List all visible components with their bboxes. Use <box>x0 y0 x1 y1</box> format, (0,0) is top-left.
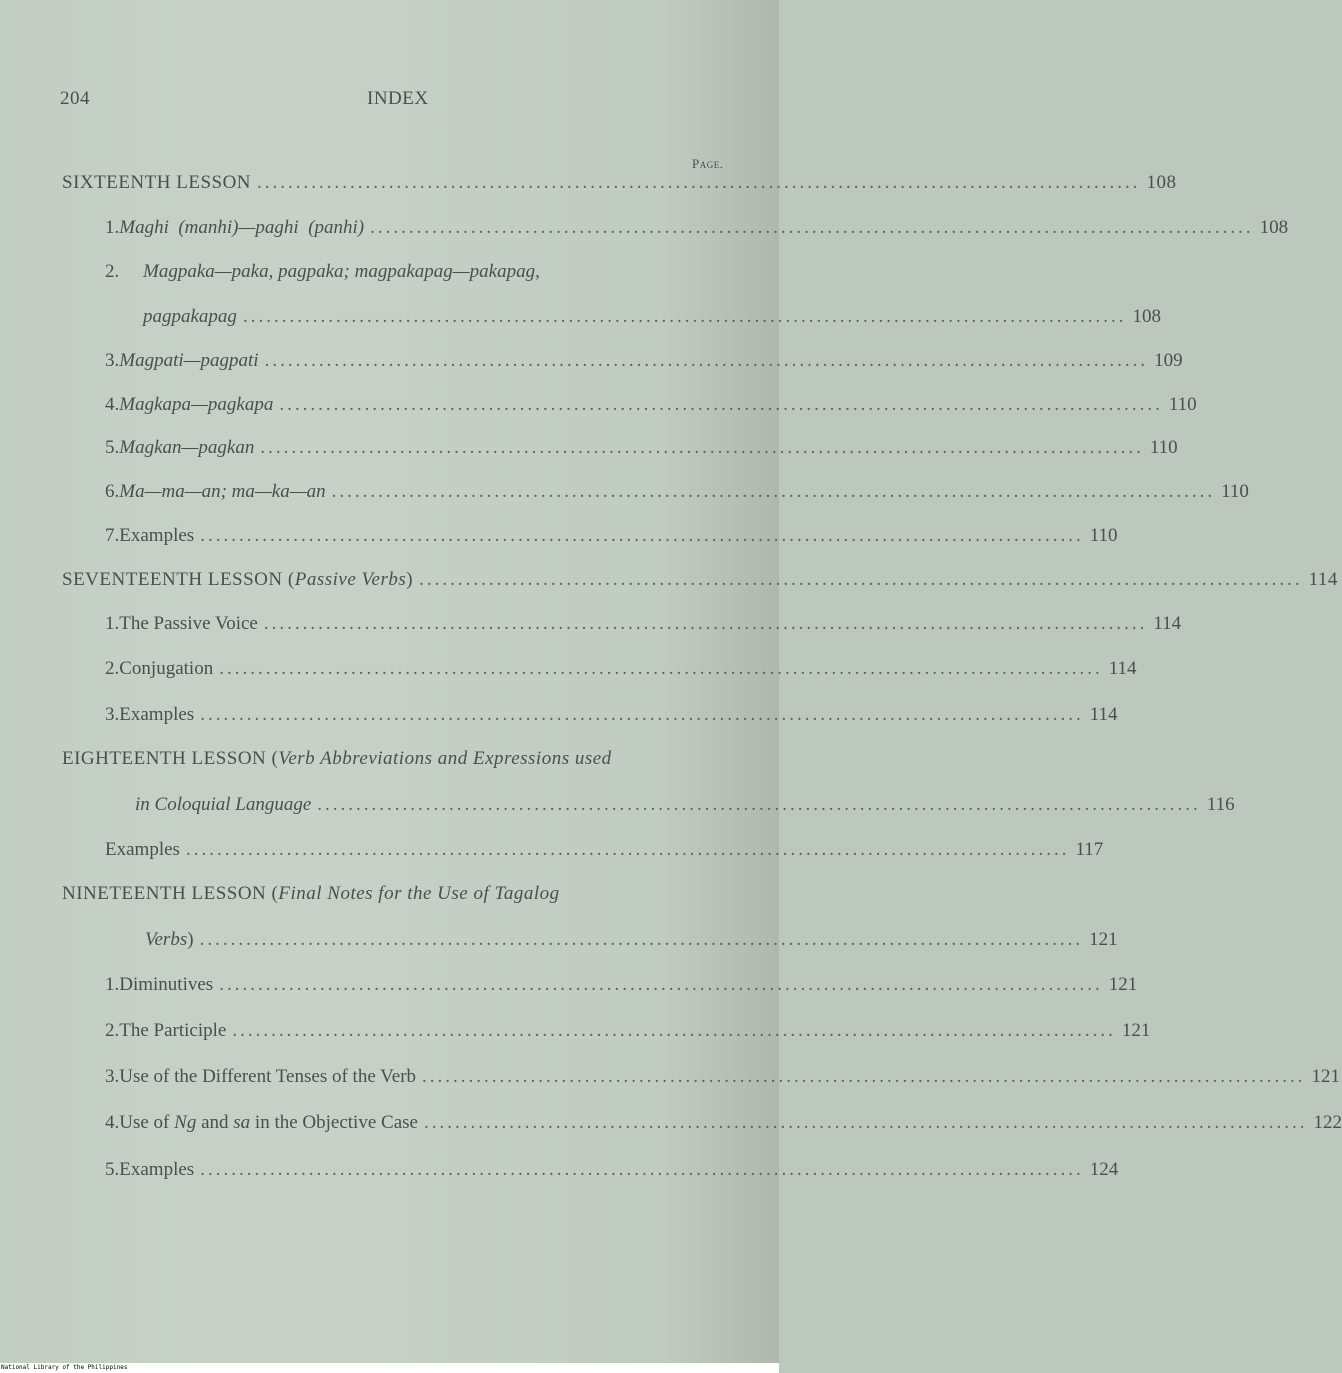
entry-page: 116 <box>1206 794 1235 815</box>
toc-entry[interactable] <box>105 1159 1119 1181</box>
toc-entry-seventeenth-lesson[interactable] <box>62 569 1338 591</box>
toc-entry[interactable] <box>105 974 1138 996</box>
paren-open: ( <box>271 748 279 769</box>
entry-page: 114 <box>1308 569 1338 590</box>
entry-page: 114 <box>1108 658 1137 679</box>
entry-text: sa <box>233 1112 251 1133</box>
dot-leader: .................................................................................................................. <box>331 481 1216 502</box>
dot-leader: .................................................................................................................. <box>185 839 1070 860</box>
toc-entry[interactable] <box>105 704 1118 726</box>
entry-text: in the Objective Case <box>254 1112 418 1133</box>
entry-number: 5. <box>105 437 120 458</box>
entry-number: 1. <box>105 613 120 634</box>
entry-page: 114 <box>1089 704 1118 725</box>
entry-number: 4. <box>105 1112 120 1133</box>
toc-entry[interactable] <box>105 1020 1151 1042</box>
page-column-label: Page. <box>692 156 724 171</box>
entry-label: EIGHTEENTH LESSON <box>62 748 267 769</box>
toc-entry[interactable] <box>145 929 1118 951</box>
dot-leader: .................................................................................................................. <box>279 394 1163 415</box>
entry-text: Ma—ma—an; ma—ka—an <box>119 481 326 502</box>
entry-subtitle: Passive Verbs <box>294 569 407 590</box>
dot-leader: .................................................................................................................. <box>263 613 1148 634</box>
toc-entry[interactable] <box>105 1112 1342 1134</box>
entry-label: SIXTEENTH LESSON <box>62 172 252 193</box>
page-number: 204 <box>60 88 90 109</box>
dot-leader: .................................................................................................................. <box>200 1159 1084 1180</box>
entry-label: SEVENTEENTH LESSON <box>62 569 283 590</box>
entry-text: (manhi)—paghi <box>178 217 299 238</box>
entry-label: NINETEENTH LESSON <box>62 883 267 904</box>
dot-leader: .................................................................................................................. <box>199 929 1084 950</box>
dot-leader: .................................................................................................................. <box>419 569 1303 590</box>
dot-leader: .................................................................................................................. <box>422 1066 1306 1087</box>
entry-text: and <box>201 1112 229 1133</box>
entry-page: 108 <box>1146 172 1177 193</box>
toc-entry[interactable] <box>143 306 1161 328</box>
entry-text: Magpaka—paka, pagpaka; magpakapag—pakapag, <box>143 261 540 282</box>
toc-entry[interactable] <box>105 350 1183 372</box>
entry-number: 1. <box>105 974 120 995</box>
dot-leader: .................................................................................................................. <box>219 658 1103 679</box>
entry-text: Examples <box>105 839 180 860</box>
entry-number: 4. <box>105 394 120 415</box>
dot-leader: .................................................................................................................. <box>219 974 1103 995</box>
entry-text: Magkan—pagkan <box>119 437 255 458</box>
paren-close: ) <box>187 929 194 950</box>
footer-strip <box>0 1363 779 1373</box>
entry-text: Diminutives <box>119 974 214 995</box>
entry-page: 108 <box>1259 217 1289 238</box>
toc-entry[interactable] <box>105 613 1182 635</box>
toc-entry[interactable] <box>105 525 1118 547</box>
toc-entry-sixteenth-lesson[interactable] <box>62 172 1177 194</box>
entry-number: 1. <box>105 217 120 238</box>
entry-text: The Participle <box>119 1020 227 1041</box>
dot-leader: .................................................................................................................. <box>423 1112 1308 1133</box>
entry-subtitle: Verb Abbreviations and Expressions used <box>278 748 612 769</box>
entry-number: 2. <box>105 1020 120 1041</box>
entry-number: 5. <box>105 1159 120 1180</box>
entry-text: Magpati—pagpati <box>119 350 259 371</box>
entry-text: Magkapa—pagkapa <box>119 394 274 415</box>
toc-entry[interactable] <box>105 1066 1341 1088</box>
entry-number: 3. <box>105 350 120 371</box>
entry-number: 3. <box>105 704 120 725</box>
entry-text: Maghi <box>119 217 169 238</box>
entry-number: 2. <box>105 261 120 282</box>
entry-page: 121 <box>1108 974 1138 995</box>
paren-close: ) <box>406 569 414 590</box>
dot-leader: .................................................................................................................. <box>200 525 1084 546</box>
page-title: INDEX <box>367 88 429 109</box>
toc-entry-eighteenth-lesson[interactable] <box>62 748 743 770</box>
entry-page: 110 <box>1221 481 1249 502</box>
entry-page: 121 <box>1121 1020 1151 1041</box>
entry-page: 110 <box>1089 525 1118 546</box>
entry-text: Ng <box>174 1112 197 1133</box>
entry-subtitle: in Coloquial Language <box>135 794 312 815</box>
entry-page: 108 <box>1132 306 1161 327</box>
entry-page: 124 <box>1089 1159 1119 1180</box>
dot-leader: .................................................................................................................. <box>232 1020 1116 1041</box>
entry-page: 109 <box>1154 350 1183 371</box>
paren-open: ( <box>271 883 279 904</box>
entry-text: Conjugation <box>119 658 214 679</box>
entry-page: 121 <box>1089 929 1118 950</box>
entry-number: 6. <box>105 481 120 502</box>
entry-page: 122 <box>1313 1112 1342 1133</box>
entry-number: 3. <box>105 1066 120 1087</box>
entry-text: The Passive Voice <box>119 613 258 634</box>
dot-leader: .................................................................................................................. <box>260 437 1144 458</box>
entry-subtitle: Final Notes for the Use of Tagalog <box>278 883 560 904</box>
dot-leader: .................................................................................................................. <box>257 172 1141 193</box>
toc-entry[interactable] <box>105 481 1249 503</box>
entry-text: Use of the Different Tenses of the Verb <box>119 1066 417 1087</box>
dot-leader: .................................................................................................................. <box>200 704 1084 725</box>
entry-text: Use of <box>119 1112 170 1133</box>
entry-text: pagpakapag <box>143 306 237 327</box>
toc-entry[interactable] <box>105 261 743 283</box>
dot-leader: .................................................................................................................. <box>242 306 1127 327</box>
toc-entry[interactable] <box>105 658 1137 680</box>
entry-subtitle: Verbs <box>145 929 188 950</box>
entry-page: 121 <box>1311 1066 1341 1087</box>
entry-text: Examples <box>119 525 195 546</box>
entry-page: 117 <box>1075 839 1104 860</box>
dot-leader: .................................................................................................................. <box>317 794 1201 815</box>
entry-text: (panhi) <box>308 217 365 238</box>
entry-text: Examples <box>119 704 195 725</box>
toc-entry-nineteenth-lesson[interactable] <box>62 883 743 905</box>
footer-credit: National Library of the Philippines <box>1 1364 128 1371</box>
entry-text: Examples <box>119 1159 195 1180</box>
toc-entry[interactable] <box>135 794 1235 816</box>
dot-leader: .................................................................................................................. <box>370 217 1254 238</box>
paren-open: ( <box>287 569 295 590</box>
toc-entry[interactable] <box>105 394 1197 416</box>
toc-entry[interactable] <box>105 437 1178 459</box>
toc-entry[interactable] <box>105 217 1289 239</box>
entry-number: 2. <box>105 658 120 679</box>
entry-page: 110 <box>1149 437 1178 458</box>
entry-page: 114 <box>1153 613 1182 634</box>
entry-page: 110 <box>1168 394 1197 415</box>
toc-entry[interactable] <box>105 839 1104 861</box>
entry-number: 7. <box>105 525 120 546</box>
dot-leader: .................................................................................................................. <box>264 350 1149 371</box>
